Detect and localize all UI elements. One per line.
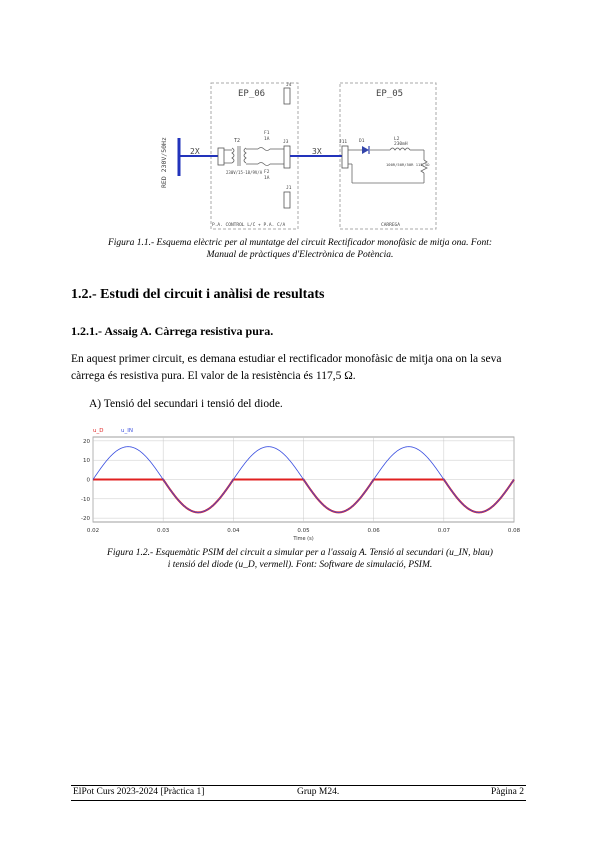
svg-text:230mH: 230mH [394, 142, 408, 147]
svg-text:230V/15-18/9V/A: 230V/15-18/9V/A [226, 170, 263, 175]
footer-right: Pàgina 2 [491, 787, 524, 797]
x-tick-label: 0.06 [367, 528, 380, 534]
x-tick-label: 0.07 [437, 528, 450, 534]
svg-text:F1: F1 [264, 131, 270, 136]
page-footer [71, 785, 526, 801]
circuit-schematic [150, 76, 450, 234]
x-tick-label: 0.02 [86, 528, 100, 534]
svg-text:100R/50R/50R 117,5Ω: 100R/50R/50R 117,5Ω [386, 162, 430, 167]
mult-right: 3X [312, 147, 322, 156]
y-tick-label: -10 [81, 496, 90, 503]
ep05-title: EP_05 [376, 89, 404, 99]
footer-left: ElPot Curs 2023-2024 [Pràctica 1] [73, 787, 205, 797]
figure2-caption: Figura 1.2.- Esquemàtic PSIM del circuit a simular per a l'assaig A. Tensió al secundari (u_IN, blau) i tensió del diode (u_D, vermell). Font: Software de simulació, PSIM. [107, 548, 493, 570]
svg-text:J11: J11 [339, 140, 348, 145]
svg-text:T2: T2 [234, 138, 241, 144]
subsection-title: 1.2.1.- Assaig A. Càrrega resistiva pura. [71, 324, 274, 338]
x-tick-label: 0.05 [297, 528, 310, 534]
svg-text:F2: F2 [264, 170, 270, 175]
section-title: 1.2.- Estudi del circuit i anàlisi de resultats [71, 287, 325, 302]
red-label: RED 230V/50Hz [160, 137, 168, 188]
svg-text:L2: L2 [394, 137, 400, 142]
svg-text:J1: J1 [286, 186, 292, 191]
svg-text:1A: 1A [264, 176, 270, 181]
y-tick-label: 20 [83, 438, 90, 445]
ep05-box [340, 83, 436, 229]
legend-ud: u_D [93, 428, 104, 434]
y-tick-label: 10 [83, 458, 90, 465]
ep06-title: EP_06 [238, 89, 266, 99]
transformer-icon [224, 146, 246, 166]
legend-uin: u_IN [121, 428, 133, 434]
svg-text:D1: D1 [359, 139, 365, 144]
svg-text:1A: 1A [264, 137, 270, 142]
y-tick-label: 0 [86, 477, 90, 484]
x-axis-label: Time (s) [293, 536, 314, 542]
paragraph: En aquest primer circuit, es demana estudiar el rectificador monofàsic de mitja ona on la seva càrrega és resistiva pura. El valor de la resistència és 117,5 Ω. [71, 353, 502, 382]
figure1-caption: Figura 1.1.- Esquema elèctric per al muntatge del circuit Rectificador monofàsic de mitja ona. Font: Manual de pràctiques d'Electrònica de Potència. [107, 238, 493, 260]
svg-text:J3: J3 [283, 140, 289, 145]
footer-center: Grup M24. [297, 787, 340, 797]
bottom-left-label: P.A. CONTROL L/C + P.A. C/A [212, 223, 286, 228]
fuse-icon [246, 148, 284, 166]
y-tick-label: -20 [81, 516, 90, 523]
list-item: A) Tensió del secundari i tensió del diode. [89, 398, 283, 410]
svg-text:J4: J4 [286, 83, 292, 88]
diode-icon [362, 146, 369, 154]
x-tick-label: 0.03 [157, 528, 170, 534]
bottom-right-label: CARREGA [381, 223, 400, 228]
x-tick-label: 0.04 [227, 528, 240, 534]
mult-left: 2X [190, 147, 200, 156]
waveform-chart [76, 424, 522, 544]
x-tick-label: 0.08 [507, 528, 521, 534]
